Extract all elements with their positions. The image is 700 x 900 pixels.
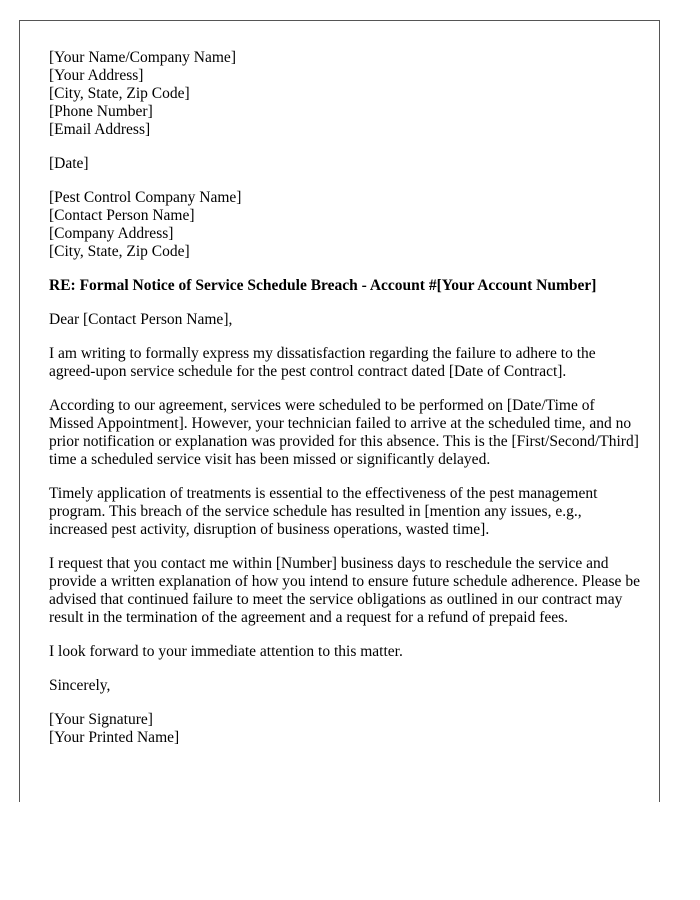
letter-page <box>19 20 660 802</box>
recipient-address: [Company Address] <box>49 225 174 242</box>
signature-placeholder: [Your Signature] <box>49 711 153 728</box>
body-paragraph-4: I request that you contact me within [Number] business days to reschedule the service and provide a written explanation of how you intend to ensure future schedule adherence. Please be advised that continued failure to meet the service obligations as outlined in our contract may result in the termination of the agreement and a request for a refund of prepaid fees. <box>49 555 640 626</box>
letter-date: [Date] <box>49 155 89 172</box>
date-block <box>49 155 641 173</box>
body-paragraph-3: Timely application of treatments is essential to the effectiveness of the pest management program. This breach of the service schedule has resulted in [mention any issues, e.g., increased pest activity, disruption of business operations, wasted time]. <box>49 485 598 538</box>
signature-block <box>49 711 641 747</box>
sender-block <box>49 49 641 139</box>
sender-email: [Email Address] <box>49 121 151 138</box>
sender-city-state-zip: [City, State, Zip Code] <box>49 85 190 102</box>
sender-phone: [Phone Number] <box>49 103 153 120</box>
subject-line: RE: Formal Notice of Service Schedule Breach - Account #[Your Account Number] <box>49 277 597 294</box>
recipient-city-state-zip: [City, State, Zip Code] <box>49 243 190 260</box>
printed-name: [Your Printed Name] <box>49 729 180 746</box>
recipient-block <box>49 189 641 261</box>
recipient-company: [Pest Control Company Name] <box>49 189 242 206</box>
salutation: Dear [Contact Person Name], <box>49 311 233 328</box>
sender-name: [Your Name/Company Name] <box>49 49 236 66</box>
body-paragraph-5: I look forward to your immediate attention to this matter. <box>49 643 403 660</box>
body-paragraph-1: I am writing to formally express my dissatisfaction regarding the failure to adhere to the agreed-upon service schedule for the pest control contract dated [Date of Contract]. <box>49 345 596 380</box>
body-paragraph-2: According to our agreement, services were scheduled to be performed on [Date/Time of Missed Appointment]. However, your technician failed to arrive at the scheduled time, and no prior notification or explanation was provided for this absence. This is the [First/Second/Third] time a scheduled service visit has been missed or significantly delayed. <box>49 397 639 468</box>
sender-address: [Your Address] <box>49 67 144 84</box>
recipient-contact: [Contact Person Name] <box>49 207 195 224</box>
closing: Sincerely, <box>49 677 111 694</box>
letter-content <box>49 49 641 763</box>
